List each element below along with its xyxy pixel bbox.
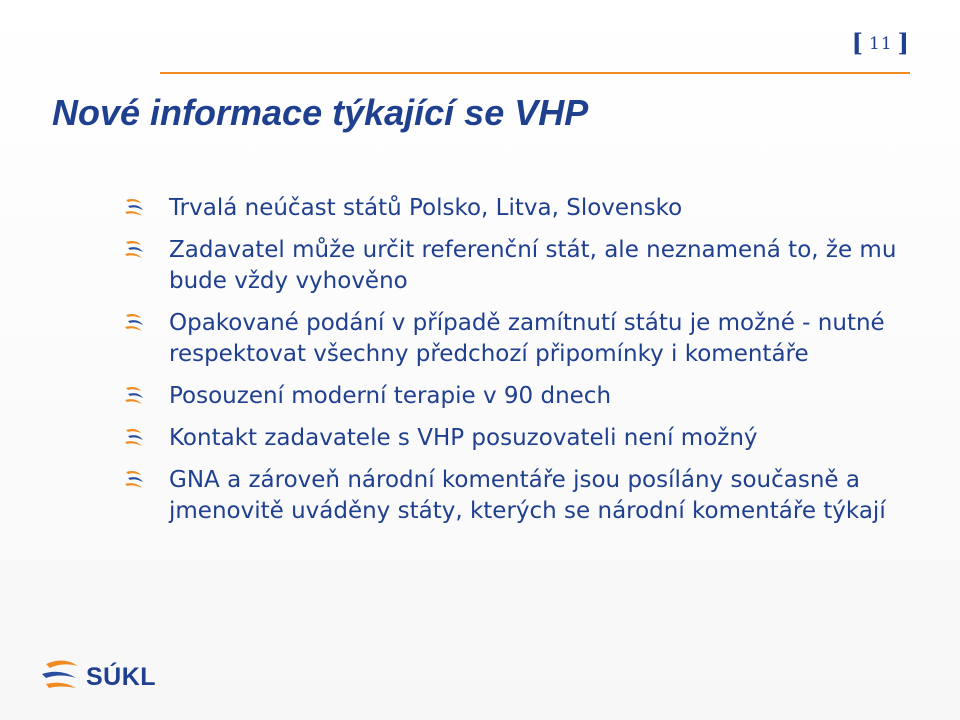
bullet-text: Trvalá neúčast států Polsko, Litva, Slovensko bbox=[169, 195, 683, 221]
swoosh-bullet-icon bbox=[122, 385, 146, 407]
bullet-text: Posouzení moderní terapie v 90 dnech bbox=[169, 383, 612, 409]
bullet-item bbox=[122, 465, 922, 527]
bullet-text: Kontakt zadavatele s VHP posuzovateli není možný bbox=[169, 425, 758, 451]
page-number-value: 11 bbox=[869, 34, 893, 54]
bullet-item bbox=[122, 193, 922, 224]
page-number bbox=[852, 28, 910, 57]
swoosh-bullet-icon bbox=[122, 427, 146, 449]
swoosh-bullet-icon bbox=[122, 197, 146, 219]
bullet-item bbox=[122, 381, 922, 412]
bullet-text: GNA a zároveň národní komentáře jsou posílány současně a jmenovitě uváděny státy, kterých se národní komentáře týkají bbox=[169, 467, 886, 524]
bullet-item bbox=[122, 235, 922, 297]
page-number-bracket-open: [ bbox=[851, 28, 864, 57]
swoosh-bullet-icon bbox=[122, 312, 146, 334]
bullet-list bbox=[122, 193, 922, 538]
bullet-text: Opakované podání v případě zamítnutí státu je možné - nutné respektovat všechny předchozí připomínky i komentáře bbox=[169, 310, 885, 367]
slide-title: Nové informace týkající se VHP bbox=[52, 92, 589, 133]
page-number-bracket-close: ] bbox=[897, 28, 910, 57]
bullet-item bbox=[122, 308, 922, 370]
swoosh-bullet-icon bbox=[122, 469, 146, 491]
swoosh-bullet-icon bbox=[122, 239, 146, 261]
bullet-item bbox=[122, 423, 922, 454]
header-divider bbox=[160, 72, 910, 74]
bullet-text: Zadavatel může určit referenční stát, ale neznamená to, že mu bude vždy vyhověno bbox=[169, 237, 897, 294]
sukl-logo-text: SÚKL bbox=[86, 663, 157, 691]
